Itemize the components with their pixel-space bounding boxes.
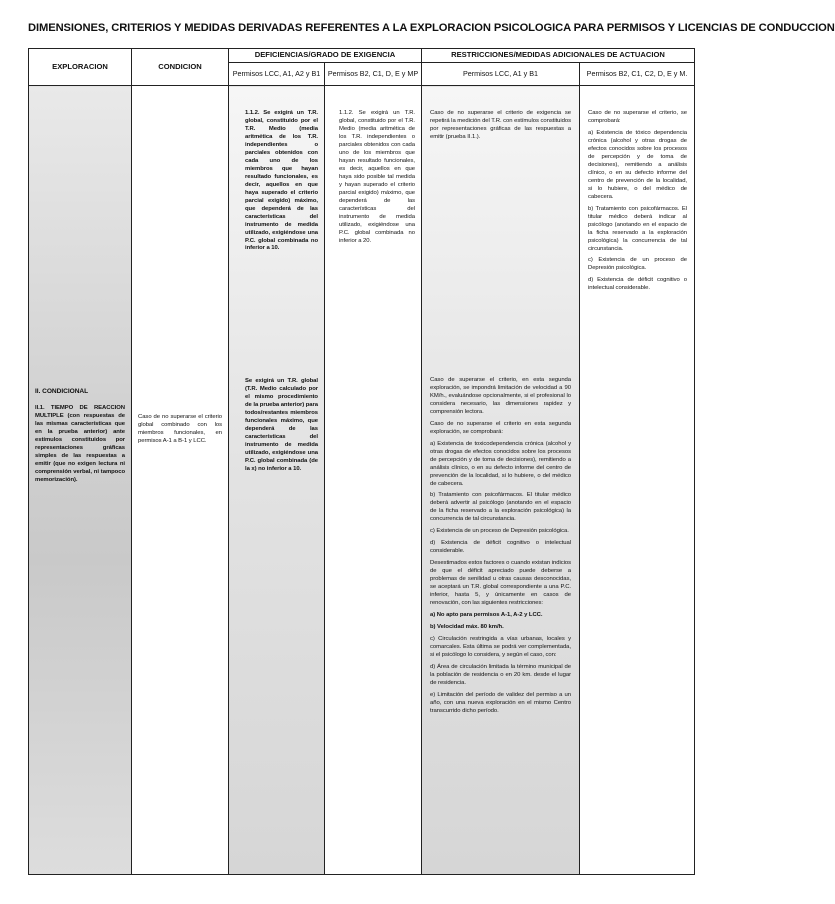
res-item-8: a) No apto para permisos A-1, A-2 y LCC. [430, 612, 543, 619]
exploracion-cell [29, 86, 132, 875]
res2-item-1: Caso de no superarse el criterio, se comprobará: [588, 110, 688, 124]
res-item-9: b) Velocidad máx. 80 km/h. [430, 624, 504, 631]
res-item-12: e) Limitación del período de validez del permiso a un año, con una nueva exploración en el mismo Centro transcurrido dicho período. [430, 691, 571, 714]
exploracion-text: II.1. TIEMPO DE REACCION MULTIPLE (con respuestas de las mismas características que en la prueba anterior) ante estímulos constituidos por representaciones gráficas simples de las respuestas a emitir (que no exigen lectura ni comprensión verbal, ni tampoco memorización). [35, 404, 125, 483]
condicion-cell [132, 86, 229, 875]
subheader-def-b2: Permisos B2, C1, D, E y MP [325, 63, 422, 86]
subheader-res-lcc: Permisos LCC, A1 y B1 [422, 63, 580, 86]
criteria-table [28, 48, 695, 875]
res2-item-5: d) Existencia de déficit cognitivo o intelectual considerable. [588, 277, 688, 292]
res-item-5: c) Existencia de un proceso de Depresión psicológica. [430, 528, 569, 535]
res-item-6: d) Existencia de déficit cognitivo o intelectual considerable. [430, 540, 571, 555]
deficiencia-lcc-cond: Se exigirá un T.R. global (T.R. Medio calculado por el mismo procedimiento de la prueba anterior) para todos/restantes miembros funcionales máximo, que dependerá de las características del instrumento de medida utilizado, exigiéndose una P.C. global combinada (de la x) no inferior a 10. [245, 378, 318, 473]
res-item-1: Caso de superarse el criterio, en esta segunda exploración, se impondrá limitación de velocidad a 90 KM/h., evaluándose opcionalmente, si el profesional lo considera necesario, las dimensiones rapidez y comprensión lectora. [430, 376, 571, 415]
header-exploracion: EXPLORACION [29, 49, 132, 86]
res2-item-2: a) Existencia de tóxico dependencia crónica (alcohol y otras drogas de efectos conocidos sobre los procesos de percepción y de toma de decisiones), remitiendo a análisis clínico, o en su defecto informe del centro de prevención de la localidad, si lo hubiere, o del médico de cabecera. [588, 129, 688, 200]
header-condicion: CONDICION [132, 49, 229, 86]
res-item-4: b) Tratamiento con psicofármacos. El titular médico deberá advertir al psicólogo (anotando en el espacio de la ficha reservado a la exploración psicológica) la concurrencia de tal circunstancia. [430, 492, 571, 523]
subheader-def-lcc: Permisos LCC, A1, A2 y B1 [229, 63, 325, 86]
res2-item-3: b) Tratamiento con psicofármacos. El titular médico deberá indicar al psicólogo (anotando en el espacio de la ficha reservado a la exploración psicológica) la concurrencia de tal circunstancia. [588, 205, 688, 252]
res-item-2: Caso de no superarse el criterio en esta segunda exploración, se comprobará: [430, 420, 571, 435]
deficiencia-lcc-cell [229, 86, 325, 875]
res-item-3: a) Existencia de toxicodependencia crónica (alcohol y otras drogas de efectos conocidos sobre los procesos de percepción y de toma de decisiones), remitiendo a análisis clínico, o en su defecto informe del centro de prevención de la localidad, si lo hubiere, o del médico de cabecera. [430, 440, 571, 487]
header-deficiencias: DEFICIENCIAS/GRADO DE EXIGENCIA [229, 49, 422, 63]
res-item-7: Desestimados estos factores o cuando existan indicios de que el déficit apreciado puede deberse a problemas de senilidad u otras causas desconocidas, se aceptará un T.R. global correspondiente a una P.C. inferior, hasta 5, y únicamente en casos de renovación, con las siguientes restricciones: [430, 560, 571, 607]
subheader-res-b2: Permisos B2, C1, C2, D, E y M. [580, 63, 695, 86]
restricciones-lcc-top: Caso de no superarse el criterio de exigencia se repetirá la medición del T.R. con estímulos constituidos por representaciones gráficas de las respuestas a emitir (prueba II.1.). [430, 110, 571, 140]
res-item-11: d) Área de circulación limitada la término municipal de la población de residencia o en 20 km. desde el lugar de residencia. [430, 663, 571, 686]
deficiencia-lcc-top: 1.1.2. Se exigirá un T.R. global, constituido por el T.R. Medio (media aritmética de los T.R. independientes o parciales obtenidos con cada uno de los miembros que hayan resultado funcionales, es decir, aquellos en que haya superado el criterio parcial exigido) máximo, que dependerá de las características del instrumento de medida utilizado, exigiéndose una P.C. global combinada no inferior a 10. [245, 110, 318, 252]
restricciones-b2-cell [580, 86, 695, 875]
deficiencia-b2-top: 1.1.2. Se exigirá un T.R. global, constituido por el T.R. Medio (media aritmética de los T.R. independientes o parciales obtenidos con cada uno de los miembros que hayan resultado funcionales, es decir, aquellos en que haya sido posible tal medida y hayan superado el criterio parcial exigido) máximo, que dependerá de las características del instrumento de medida utilizado, exigiéndose una P.C. global combinada no inferior a 20. [339, 110, 415, 244]
condicion-text: Caso de no superarse el criterio global combinado con los miembros funcionales, en permisos A-1 a B-1 y LCC. [138, 414, 222, 444]
header-restricciones: RESTRICCIONES/MEDIDAS ADICIONALES DE ACTUACION [422, 49, 695, 63]
section-heading: II. CONDICIONAL [35, 388, 89, 395]
page-title: DIMENSIONES, CRITERIOS Y MEDIDAS DERIVADAS REFERENTES A LA EXPLORACION PSICOLOGICA PARA PERMISOS Y LICENCIAS DE CONDUCCION [28, 22, 835, 34]
restricciones-lcc-cell [422, 86, 580, 875]
deficiencia-b2-cell [325, 86, 422, 875]
res2-item-4: c) Existencia de un proceso de Depresión psicológica. [588, 257, 688, 272]
res-item-10: c) Circulación restringida a vías urbanas, locales y comarcales. Esta última se podrá ver complementada, si el psicólogo lo considera, y según el caso, con: [430, 636, 571, 658]
